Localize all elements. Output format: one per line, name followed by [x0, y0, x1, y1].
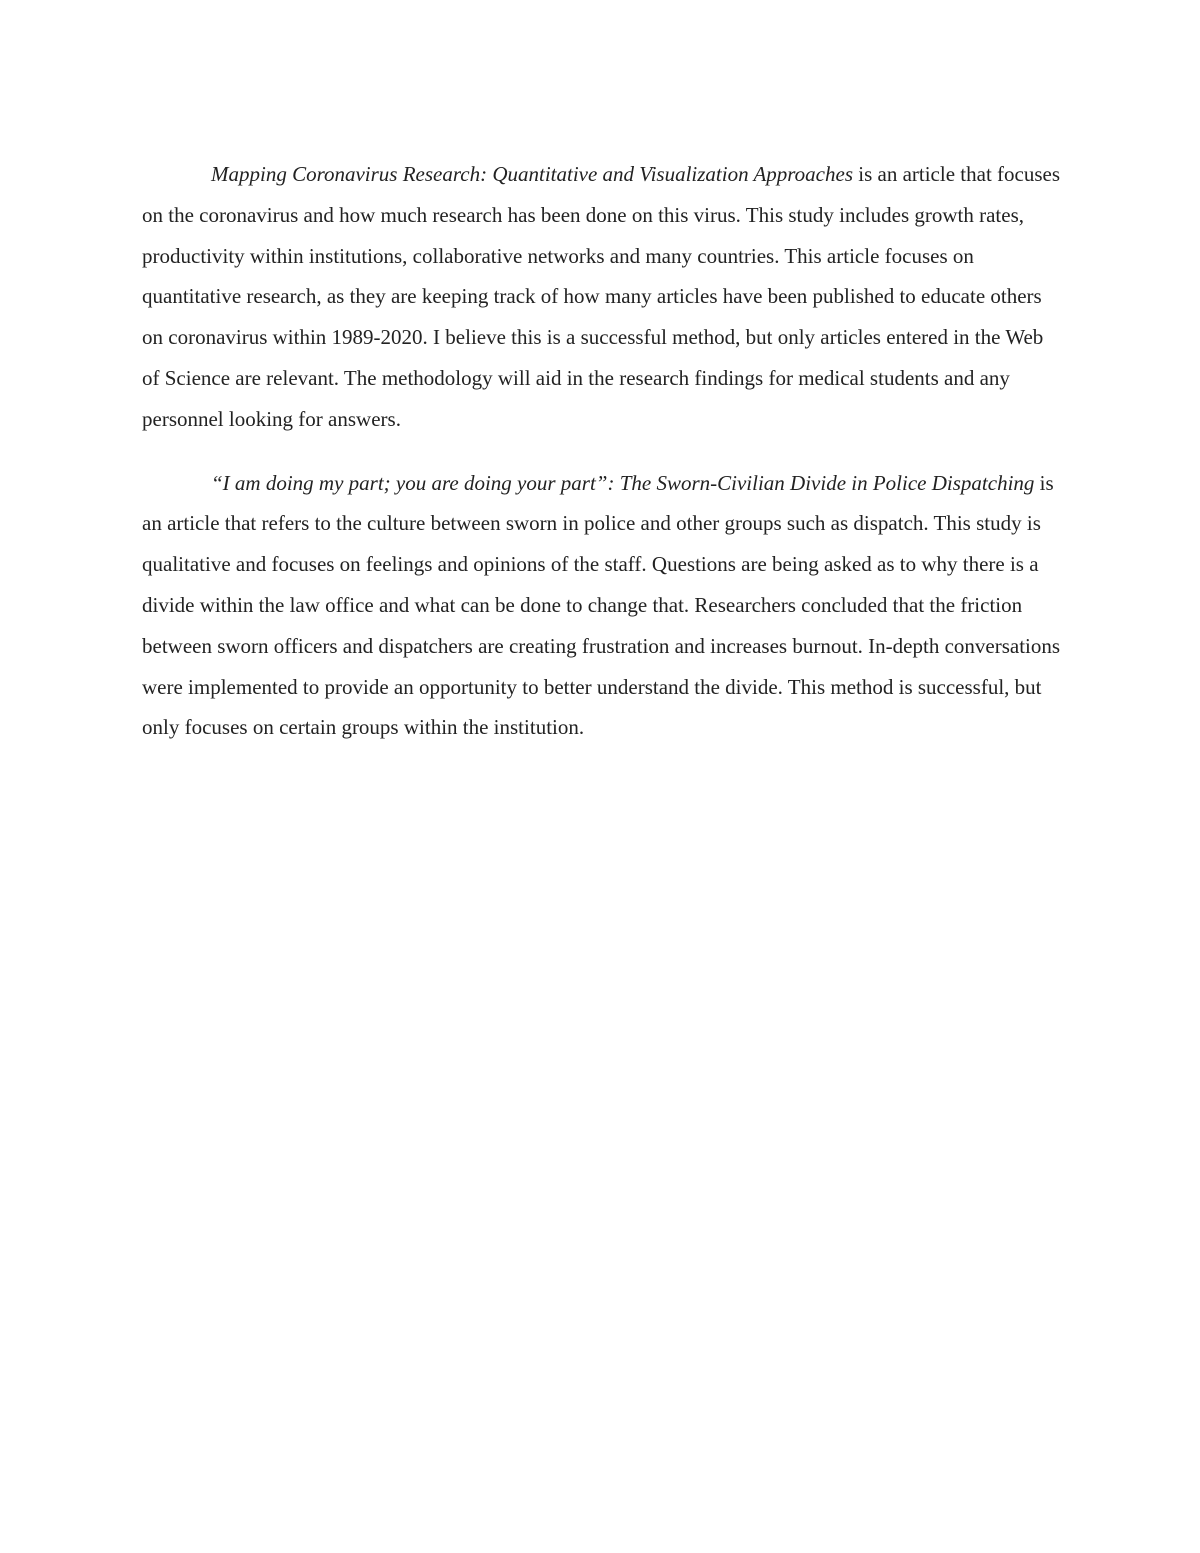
document-body [142, 154, 1062, 771]
paragraph-text: is an article that refers to the culture between sworn in police and other groups such as dispatch. This study is qualitative and focuses on feelings and opinions of the staff. Questions are being asked as to why there is a divide within the law office and what can be done to change that. Researchers concluded that the friction between sworn officers and dispatchers are creating frustration and increases burnout. In-depth conversations were implemented to provide an opportunity to better understand the divide. This method is successful, but only focuses on certain groups within the institution. [142, 470, 1061, 740]
article-title: Mapping Coronavirus Research: Quantitative and Visualization Approaches [211, 162, 853, 186]
paragraph-coronavirus-research [142, 154, 1062, 440]
article-title: “I am doing my part; you are doing your part”: The Sworn-Civilian Divide in Police Dispatching [211, 470, 1035, 495]
paragraph-text: is an article that focuses on the coronavirus and how much research has been done on this virus. This study includes growth rates, productivity within institutions, collaborative networks and many countries. This article focuses on quantitative research, as they are keeping track of how many articles have been published to educate others on coronavirus within 1989-2020. I believe this is a successful method, but only articles entered in the Web of Science are relevant. The methodology will aid in the research findings for medical students and any personnel looking for answers. [142, 162, 1061, 431]
paragraph-police-dispatching [142, 463, 1062, 749]
